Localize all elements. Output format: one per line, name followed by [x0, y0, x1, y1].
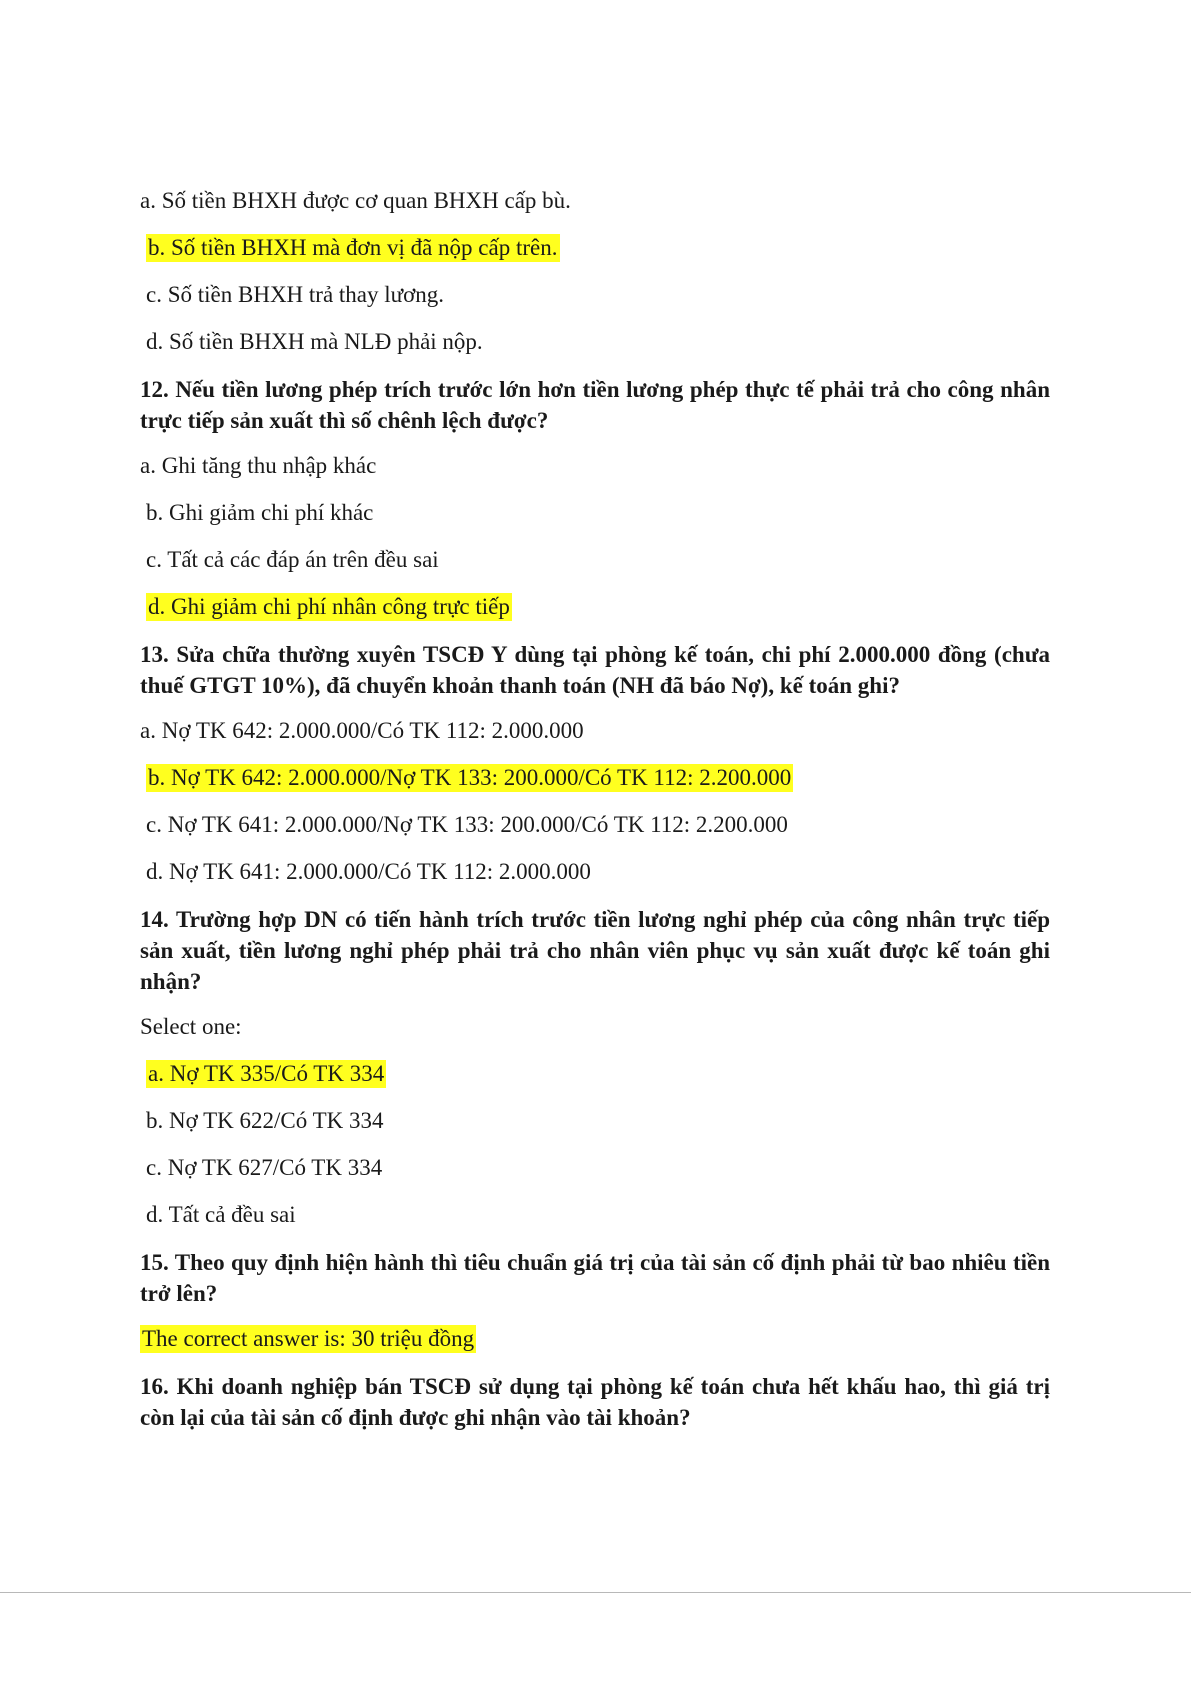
- q13-question: 13. Sửa chữa thường xuyên TSCĐ Y dùng tại phòng kế toán, chi phí 2.000.000 đồng (chưa thuế GTGT 10%), đã chuyển khoản thanh toán (NH đã báo Nợ), kế toán ghi?: [140, 642, 1050, 698]
- q14-question: 14. Trường hợp DN có tiến hành trích trước tiền lương nghỉ phép của công nhân trực tiếp sản xuất, tiền lương nghỉ phép phải trả cho nhân viên phục vụ sản xuất được kế toán ghi nhận?: [140, 907, 1050, 994]
- q12-option-a: a. Ghi tăng thu nhập khác: [140, 453, 377, 478]
- page-divider: [0, 1592, 1191, 1593]
- q14-option-b: b. Nợ TK 622/Có TK 334: [146, 1108, 384, 1133]
- q11-option-c: c. Số tiền BHXH trả thay lương.: [146, 282, 445, 307]
- q12-option-b: b. Ghi giảm chi phí khác: [146, 500, 374, 525]
- q13-option-a: a. Nợ TK 642: 2.000.000/Có TK 112: 2.000.000: [140, 718, 584, 743]
- q15-question: 15. Theo quy định hiện hành thì tiêu chuẩn giá trị của tài sản cố định phải từ bao nhiêu tiền trở lên?: [140, 1250, 1050, 1306]
- correct-answer-highlight: b. Số tiền BHXH mà đơn vị đã nộp cấp trên.: [148, 235, 558, 260]
- correct-answer-highlight: a. Nợ TK 335/Có TK 334: [148, 1061, 385, 1086]
- q16-question: 16. Khi doanh nghiệp bán TSCĐ sử dụng tại phòng kế toán chưa hết khấu hao, thì giá trị còn lại của tài sản cố định được ghi nhận vào tài khoản?: [140, 1374, 1050, 1430]
- q13-option-b: [140, 763, 1050, 793]
- quiz-content: [140, 186, 1050, 1448]
- q11-option-a: a. Số tiền BHXH được cơ quan BHXH cấp bù.: [140, 188, 571, 213]
- correct-answer-highlight: The correct answer is: 30 triệu đồng: [142, 1326, 475, 1351]
- q12-option-d: [140, 592, 1050, 622]
- q14-option-a: [140, 1059, 1050, 1089]
- correct-answer-highlight: d. Ghi giảm chi phí nhân công trực tiếp: [148, 594, 510, 619]
- q11-option-d: d. Số tiền BHXH mà NLĐ phải nộp.: [146, 329, 483, 354]
- q14-option-d: d. Tất cả đều sai: [146, 1202, 296, 1227]
- q14-option-c: c. Nợ TK 627/Có TK 334: [146, 1155, 383, 1180]
- correct-answer-highlight: b. Nợ TK 642: 2.000.000/Nợ TK 133: 200.000/Có TK 112: 2.200.000: [148, 765, 792, 790]
- q12-option-c: c. Tất cả các đáp án trên đều sai: [146, 547, 439, 572]
- q15-answer: [140, 1324, 1050, 1354]
- q11-option-b: [140, 233, 1050, 263]
- q13-option-d: d. Nợ TK 641: 2.000.000/Có TK 112: 2.000.000: [146, 859, 591, 884]
- q14-prompt: Select one:: [140, 1014, 242, 1039]
- q12-question: 12. Nếu tiền lương phép trích trước lớn hơn tiền lương phép thực tế phải trả cho công nhân trực tiếp sản xuất thì số chênh lệch được?: [140, 377, 1050, 433]
- q13-option-c: c. Nợ TK 641: 2.000.000/Nợ TK 133: 200.000/Có TK 112: 2.200.000: [146, 812, 788, 837]
